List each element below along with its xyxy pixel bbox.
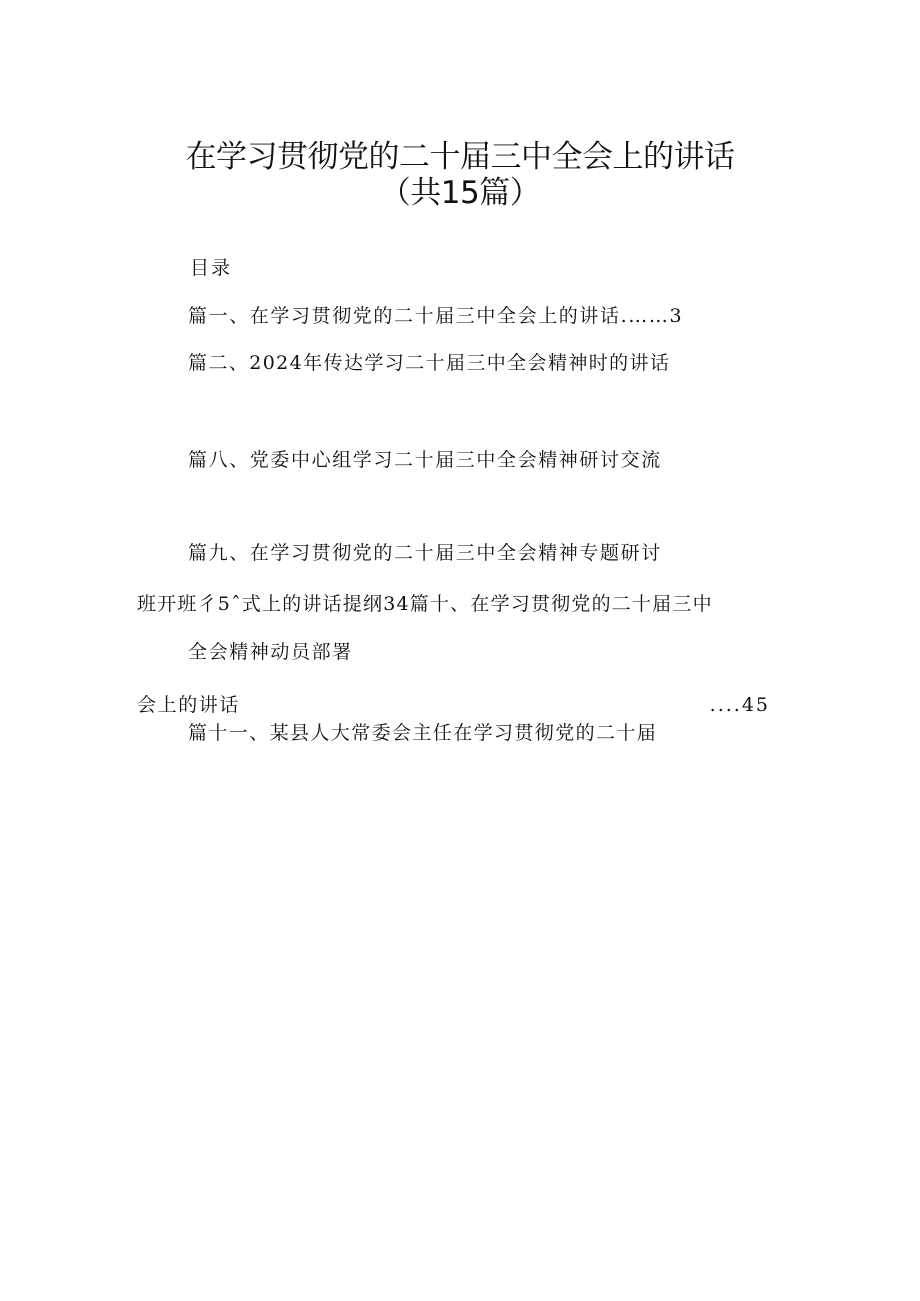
toc-entry-2: 篇二、2024年传达学习二十届三中全会精神时的讲话: [188, 352, 671, 374]
toc-heading: 目录: [190, 257, 233, 279]
toc-entry-10-page: ....45: [709, 694, 770, 716]
toc-entry-10-end: 会上的讲话: [137, 694, 241, 716]
toc-entry-8: 篇八、党委中心组学习二十届三中全会精神研讨交流: [188, 449, 662, 471]
toc-entry-9-continuation: 班开班彳5ˆ式上的讲话提纲34篇十、在学习贯彻党的二十届三中: [137, 593, 713, 615]
toc-entry-10-continuation: 全会精神动员部署: [188, 641, 353, 663]
document-subtitle: （共15篇）: [379, 175, 541, 211]
toc-entry-9: 篇九、在学习贯彻党的二十届三中全会精神专题研讨: [188, 542, 662, 564]
toc-entry-1: 篇一、在学习贯彻党的二十届三中全会上的讲话.……3: [188, 305, 684, 327]
toc-entry-11: 篇十一、某县人大常委会主任在学习贯彻党的二十届: [188, 722, 658, 744]
document-title: 在学习贯彻党的二十届三中全会上的讲话: [185, 139, 735, 175]
